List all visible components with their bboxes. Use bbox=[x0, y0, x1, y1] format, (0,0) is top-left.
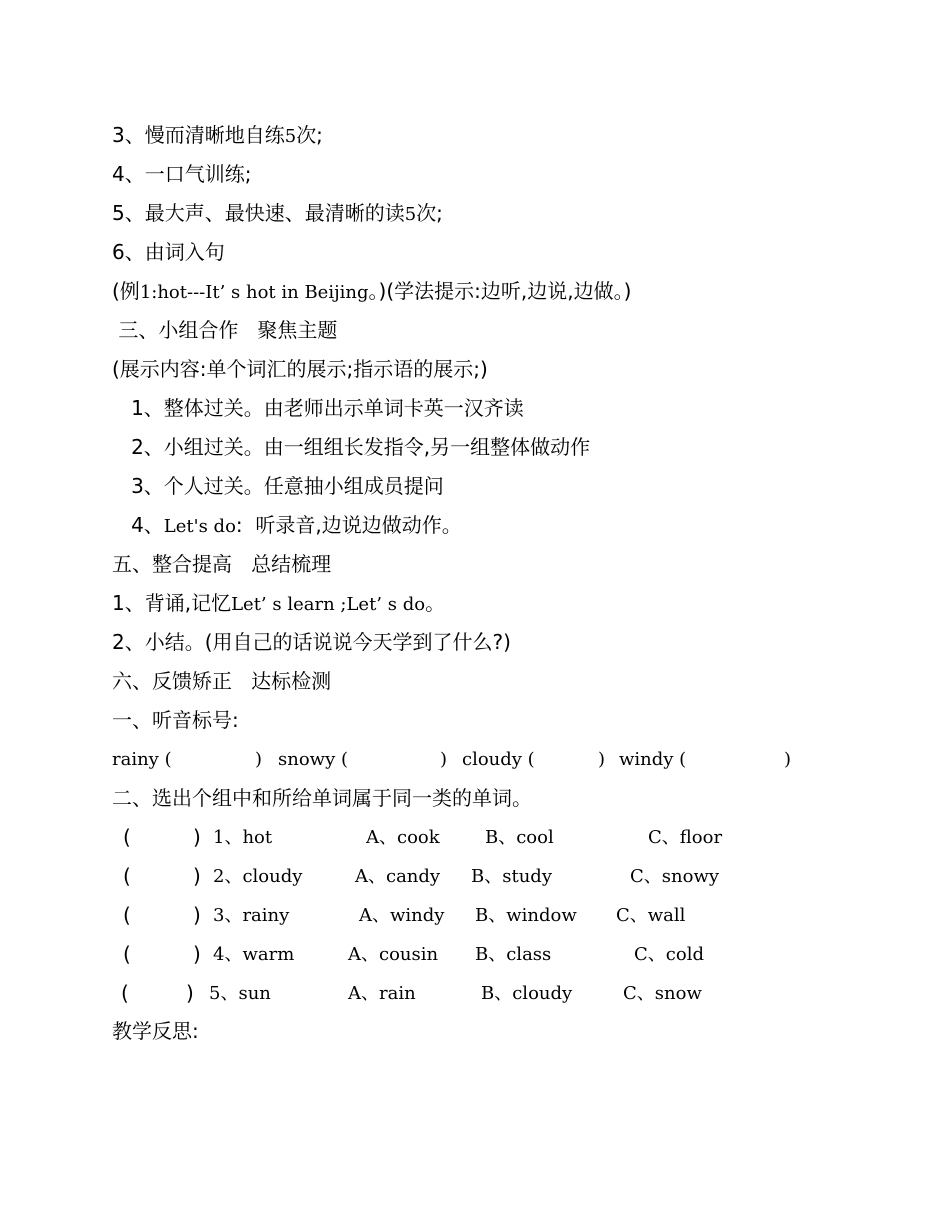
section-3-item-1: 1、整体过关。由老师出示单词卡英一汉齐读 bbox=[112, 396, 524, 420]
option-a-4: A、cousin bbox=[348, 944, 439, 965]
listen-word-cloudy: cloudy ( bbox=[462, 749, 535, 770]
answer-close-5: ) bbox=[186, 981, 194, 1005]
option-a-2: A、candy bbox=[355, 866, 441, 887]
step-3-count: 5 bbox=[284, 126, 297, 147]
option-a-1: A、cook bbox=[366, 827, 440, 848]
option-c-1: C、floor bbox=[648, 827, 723, 848]
answer-open-5: ( bbox=[121, 981, 129, 1005]
example-tail: 。)(学法提示:边听,边说,边做。) bbox=[368, 279, 632, 303]
option-c-2: C、snowy bbox=[630, 866, 720, 887]
step-5-text: 5、最大声、最快速、最清晰的读 bbox=[112, 201, 405, 225]
option-b-3: B、window bbox=[475, 905, 577, 926]
step-4: 4、一口气训练; bbox=[112, 162, 252, 186]
answer-close-3: ) bbox=[193, 903, 201, 927]
question-word-3: 3、rainy bbox=[213, 905, 290, 926]
section-3-item-2: 2、小组过关。由一组组长发指令,另一组整体做动作 bbox=[112, 435, 591, 459]
answer-close-4: ) bbox=[193, 942, 201, 966]
section-3-title: 三、小组合作 聚焦主题 bbox=[112, 318, 338, 342]
answer-open-3: ( bbox=[123, 903, 131, 927]
section-3-item-3: 3、个人过关。任意抽小组成员提问 bbox=[112, 474, 444, 498]
example-head: (例 bbox=[112, 279, 140, 303]
section-5-item-1-head: 1、背诵,记忆 bbox=[112, 591, 232, 615]
option-a-3: A、windy bbox=[359, 905, 445, 926]
option-a-5: A、rain bbox=[348, 983, 416, 1004]
option-c-5: C、snow bbox=[623, 983, 702, 1004]
step-3 bbox=[112, 116, 323, 155]
option-b-1: B、cool bbox=[485, 827, 554, 848]
section-5-title: 五、整合提高 总结梳理 bbox=[112, 552, 332, 576]
option-b-2: B、study bbox=[471, 866, 552, 887]
answer-close-2: ) bbox=[193, 864, 201, 888]
option-c-3: C、wall bbox=[616, 905, 686, 926]
listen-word-rainy: rainy ( bbox=[112, 749, 172, 770]
question-word-5: 5、sun bbox=[209, 983, 271, 1004]
listen-close-3: ) bbox=[598, 749, 606, 770]
question-word-2: 2、cloudy bbox=[213, 866, 303, 887]
choose-title: 二、选出个组中和所给单词属于同一类的单词。 bbox=[112, 786, 532, 810]
answer-open-2: ( bbox=[123, 864, 131, 888]
step-6: 6、由词入句 bbox=[112, 240, 225, 264]
listen-word-snowy: snowy ( bbox=[278, 749, 348, 770]
step-5-count: 5 bbox=[404, 204, 417, 225]
section-3-item-4 bbox=[112, 506, 462, 545]
section-5-item-1-tail: 。 bbox=[425, 591, 446, 615]
question-word-1: 1、hot bbox=[213, 827, 273, 848]
step-3-text: 3、慢而清晰地自练 bbox=[112, 123, 285, 147]
listen-close-2: ) bbox=[440, 749, 448, 770]
answer-open-1: ( bbox=[123, 825, 131, 849]
answer-open-4: ( bbox=[123, 942, 131, 966]
option-b-5: B、cloudy bbox=[481, 983, 573, 1004]
listen-close-4: ) bbox=[784, 749, 792, 770]
example-line bbox=[112, 272, 631, 311]
example-english: 1:hot---It’ s hot in Beijing bbox=[139, 282, 369, 303]
option-b-4: B、class bbox=[475, 944, 552, 965]
section-3-note: (展示内容:单个词汇的展示;指示语的展示;) bbox=[112, 357, 488, 381]
reflection-title: 教学反思: bbox=[112, 1019, 199, 1043]
option-c-4: C、cold bbox=[634, 944, 704, 965]
section-6-title: 六、反馈矫正 达标检测 bbox=[112, 669, 332, 693]
item-4-english: Let's do bbox=[163, 516, 236, 537]
listen-word-windy: windy ( bbox=[619, 749, 687, 770]
section-5-item-2: 2、小结。(用自己的话说说今天学到了什么?) bbox=[112, 630, 511, 654]
section-5-item-1 bbox=[112, 584, 445, 623]
listen-title: 一、听音标号: bbox=[112, 708, 239, 732]
question-word-4: 4、warm bbox=[213, 944, 295, 965]
answer-close-1: ) bbox=[193, 825, 201, 849]
listen-close-1: ) bbox=[255, 749, 263, 770]
item-4-tail: : 听录音,边说边做动作。 bbox=[235, 513, 462, 537]
section-5-item-1-english: Let’ s learn ;Let’ s do bbox=[231, 594, 426, 615]
step-5-tail: 次; bbox=[416, 201, 443, 225]
step-3-tail: 次; bbox=[296, 123, 323, 147]
step-5 bbox=[112, 194, 443, 233]
item-4-head: 4、 bbox=[112, 513, 164, 537]
